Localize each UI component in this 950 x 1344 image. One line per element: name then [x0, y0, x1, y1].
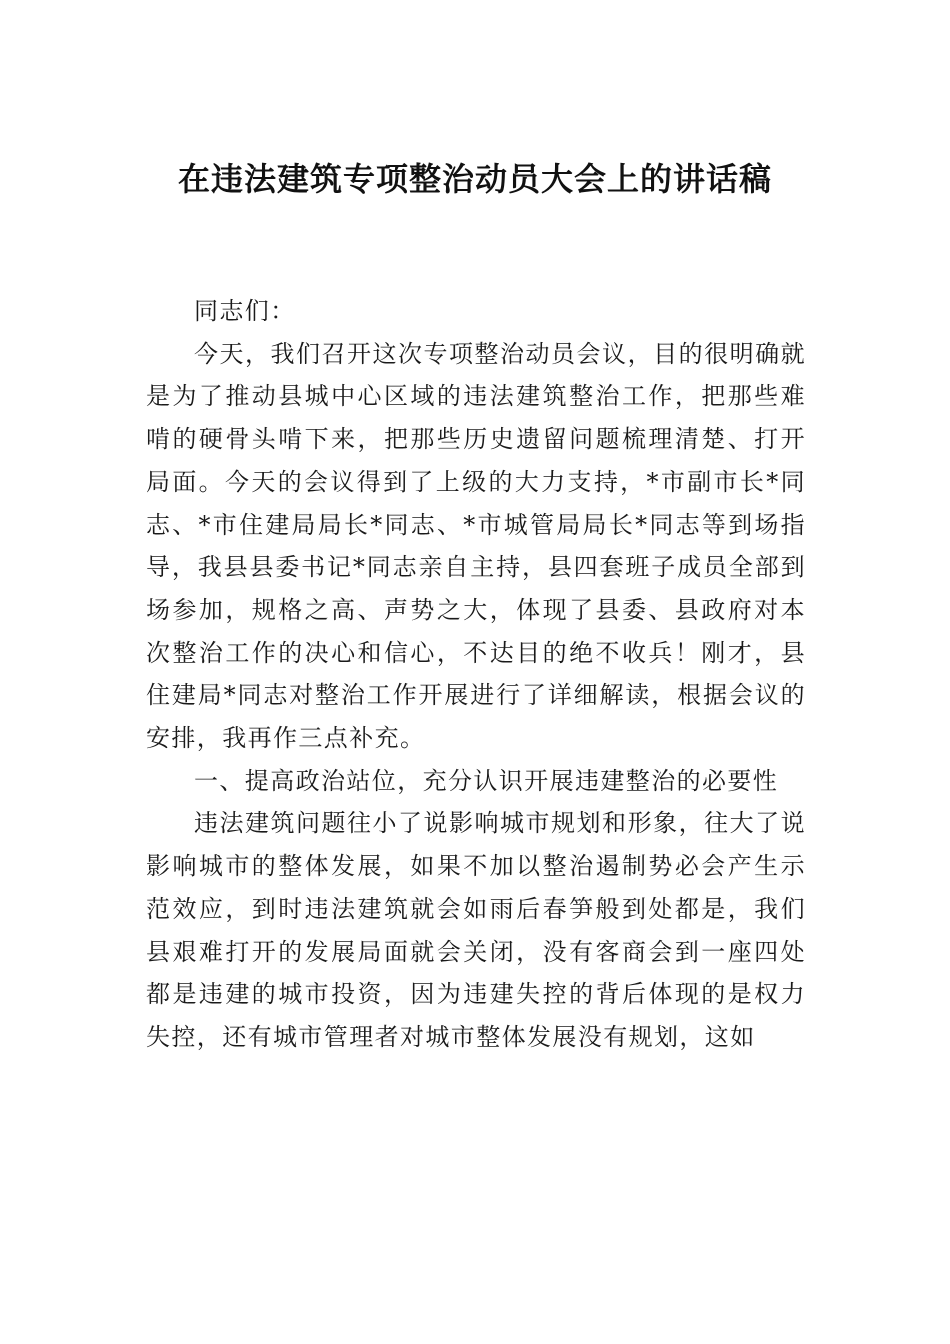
salutation: 同志们：	[194, 297, 296, 325]
paragraph-section-1: 违法建筑问题往小了说影响城市规划和形象，往大了说影响城市的整体发展，如果不加以整治遏制势必会产生示范效应，到时违法建筑就会如雨后春笋般到处都是，我们县艰难打开的发展局面就会关闭，没有客商会到一座四处都是违建的城市投资，因为违建失控的背后体现的是权力失控，还有城市管理者对城市整体发展没有规划，这如	[146, 809, 806, 1051]
paragraph-intro: 今天，我们召开这次专项整治动员会议，目的很明确就是为了推动县城中心区域的违法建筑整治工作，把那些难啃的硬骨头啃下来，把那些历史遗留问题梳理清楚、打开局面。今天的会议得到了上级的大力支持，*市副市长*同志、*市住建局局长*同志、*市城管局局长*同志等到场指导，我县县委书记*同志亲自主持，县四套班子成员全部到场参加，规格之高、声势之大，体现了县委、县政府对本次整治工作的决心和信心，不达目的绝不收兵！刚才，县住建局*同志对整治工作开展进行了详细解读，根据会议的安排，我再作三点补充。	[146, 339, 806, 753]
section-heading-1: 一、提高政治站位，充分认识开展违建整治的必要性	[194, 766, 779, 795]
document-body	[146, 290, 806, 1059]
document-title: 在违法建筑专项整治动员大会上的讲话稿	[177, 160, 772, 198]
